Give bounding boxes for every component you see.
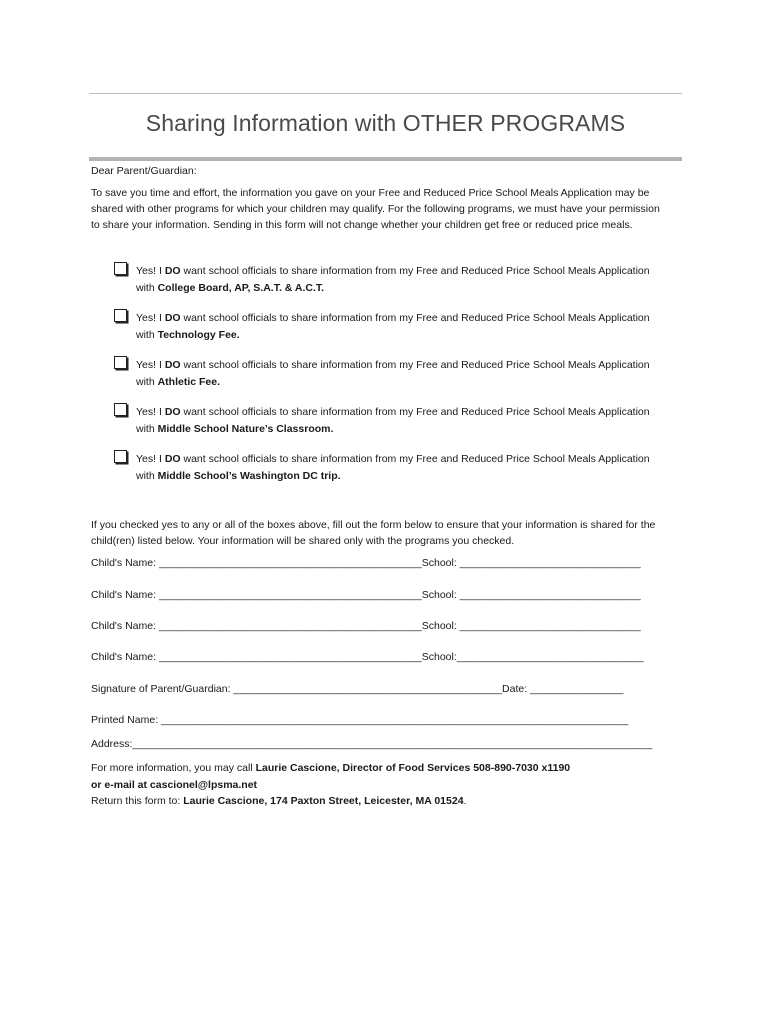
- checkbox[interactable]: [114, 403, 127, 416]
- contact-line-return: Return this form to: Laurie Cascione, 174 Paxton Street, Leicester, MA 01524.: [91, 795, 467, 807]
- child-name-field[interactable]: Child's Name: _____________________________________________School:________________________________: [91, 651, 644, 663]
- consent-option-natures-classroom: [112, 402, 672, 449]
- contact-line-phone: For more information, you may call Laurie Cascione, Director of Food Services 508-890-7030 x1190: [91, 762, 571, 774]
- contact-info: [91, 760, 671, 810]
- printed-name-field[interactable]: Printed Name: ________________________________________________________________________________: [91, 714, 629, 726]
- consent-option-text: Yes! I DO want school officials to share information from my Free and Reduced Price School Meals Application with Athletic Fee.: [136, 359, 650, 388]
- child-name-field[interactable]: Child's Name: _____________________________________________School: _______________________________: [91, 589, 641, 601]
- consent-option-text: Yes! I DO want school officials to share information from my Free and Reduced Price School Meals Application with Middle School’s Washington DC trip.: [136, 453, 650, 482]
- program-name: Athletic Fee.: [157, 376, 221, 388]
- consent-option-text: Yes! I DO want school officials to share information from my Free and Reduced Price School Meals Application with Middle School Nature’s Classroom.: [136, 406, 650, 435]
- page-title: Sharing Information with OTHER PROGRAMS: [145, 110, 626, 136]
- consent-option-washington-trip: [112, 449, 672, 496]
- contact-line-email: or e-mail at cascionel@lpsma.net: [91, 778, 258, 791]
- checkbox[interactable]: [114, 309, 127, 322]
- consent-options: [112, 261, 672, 496]
- checkbox[interactable]: [114, 262, 127, 275]
- child-name-field[interactable]: Child's Name: _____________________________________________School: _______________________________: [91, 557, 641, 569]
- program-name: College Board, AP, S.A.T. & A.C.T.: [157, 282, 325, 294]
- consent-option-technology-fee: [112, 308, 672, 355]
- consent-option-college-board: [112, 261, 672, 308]
- checkbox[interactable]: [114, 450, 127, 463]
- form-instructions: If you checked yes to any or all of the boxes above, fill out the form below to ensure that your information is shared for the child(ren) listed below. Your information will be shared only with the programs you checked.: [91, 519, 656, 547]
- program-name: Technology Fee.: [157, 329, 240, 341]
- program-name: Middle School Nature’s Classroom.: [157, 423, 334, 435]
- salutation: Dear Parent/Guardian:: [91, 165, 197, 177]
- intro-paragraph: To save you time and effort, the information you gave on your Free and Reduced Price School Meals Application may be shared with other programs for which your children may qualify. For the following programs, we must have your permission to share your information. Sending in this form will not change whether your children get free or reduced price meals.: [91, 187, 660, 231]
- consent-option-athletic-fee: [112, 355, 672, 402]
- program-name: Middle School’s Washington DC trip.: [157, 470, 341, 482]
- child-name-field[interactable]: Child's Name: _____________________________________________School: _______________________________: [91, 620, 641, 632]
- top-divider: [89, 93, 682, 94]
- checkbox[interactable]: [114, 356, 127, 369]
- title-divider: [89, 157, 682, 161]
- consent-option-text: Yes! I DO want school officials to share information from my Free and Reduced Price School Meals Application with Technology Fee.: [136, 312, 650, 341]
- consent-option-text: Yes! I DO want school officials to share information from my Free and Reduced Price School Meals Application with College Board, AP, S.A.T. & A.C.T.: [136, 265, 650, 294]
- address-field[interactable]: Address:_________________________________________________________________________________________: [91, 738, 653, 750]
- signature-field[interactable]: Signature of Parent/Guardian: ______________________________________________Date: ________________: [91, 683, 624, 695]
